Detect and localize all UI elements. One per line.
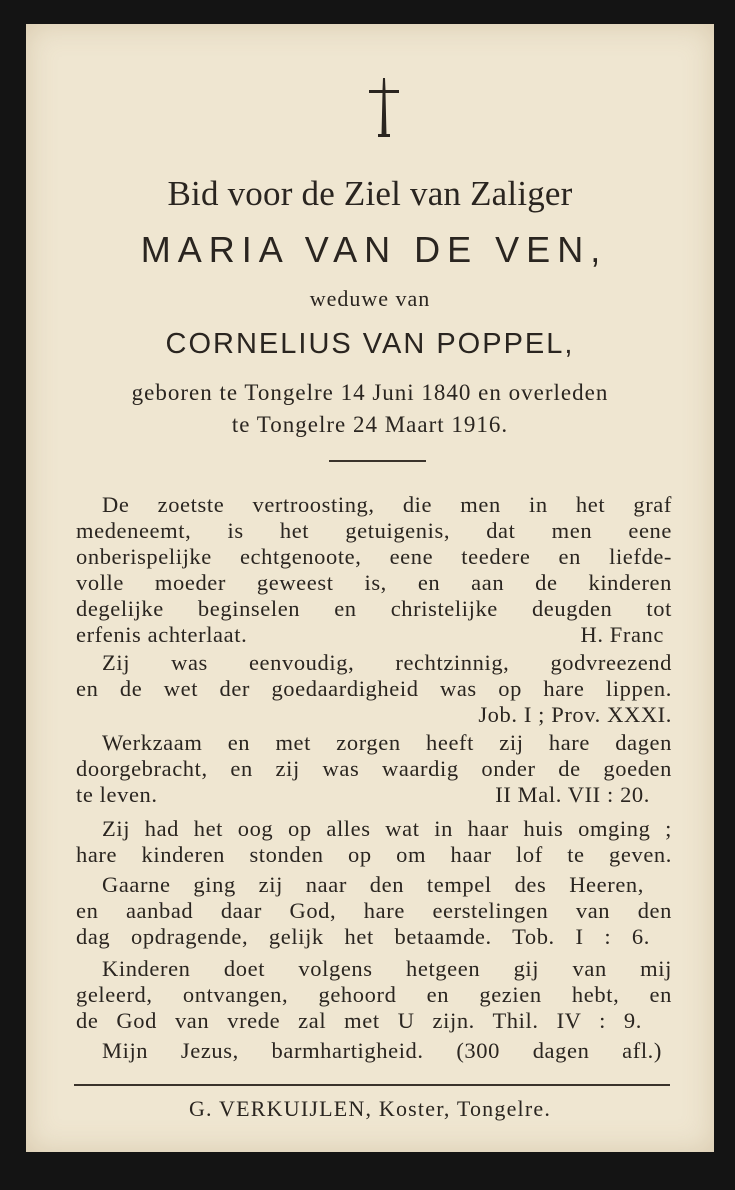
deceased-name: MARIA VAN DE VEN, [140, 229, 608, 270]
paragraph-1 [76, 492, 672, 648]
text-line: volle moeder geweest is, en aan de kinderen [76, 570, 672, 595]
printer-credit: G. VERKUIJLEN, Koster, Tongelre. [188, 1096, 552, 1121]
text-line: erfenis achterlaat. [76, 622, 248, 647]
text-line: Kinderen doet volgens hetgeen gij van mij [102, 956, 672, 981]
paragraph-5 [76, 872, 672, 950]
text-line: Zij had het oog op alles wat in haar huis omging ; [102, 816, 672, 841]
text-line: Werkzaam en met zorgen heeft zij hare dagen [102, 730, 672, 755]
divider-long [74, 1084, 670, 1086]
cross-icon [366, 76, 402, 138]
quote-reference: Job. I ; Prov. XXXI. [478, 702, 672, 727]
text-line: geleerd, ontvangen, gehoord en gezien hebt, en [76, 982, 672, 1007]
text-line: degelijke beginselen en christelijke deugden tot [76, 596, 672, 621]
text-line: dag opdragende, gelijk het betaamde. Tob. I : 6. [76, 924, 650, 949]
text-line: hare kinderen stonden op om haar lof te geven. [76, 842, 672, 867]
widow-of-label: weduwe van [309, 286, 431, 311]
divider-short [329, 460, 426, 462]
death-line: te Tongelre 24 Maart 1916. [231, 412, 509, 437]
text-line: De zoetste vertroosting, die men in het graf [102, 492, 672, 517]
text-line: en aanbad daar God, hare eerstelingen van den [76, 898, 672, 923]
text-line: Gaarne ging zij naar den tempel des Heeren, [102, 872, 644, 897]
paragraph-6 [76, 956, 672, 1034]
text-line: onberispelijke echtgenoote, eene teedere en liefde- [76, 544, 672, 569]
text-line: Zij was eenvoudig, rechtzinnig, godvreezend [102, 650, 672, 675]
quote-reference: II Mal. VII : 20. [495, 782, 650, 807]
text-line: te leven. [76, 782, 158, 807]
paragraph-3 [76, 730, 672, 808]
husband-name: CORNELIUS VAN POPPEL, [165, 328, 575, 360]
prayer-heading: Bid voor de Ziel van Zaliger [167, 174, 573, 213]
paragraph-2 [76, 650, 672, 728]
birth-line: geboren te Tongelre 14 Juni 1840 en overleden [131, 380, 609, 405]
text-line: Mijn Jezus, barmhartigheid. (300 dagen afl.) [102, 1038, 662, 1063]
quote-reference: H. Franc [580, 622, 664, 647]
text-line-with-reference [76, 622, 672, 648]
paragraph-4 [76, 816, 672, 868]
text-line-with-reference [76, 782, 672, 808]
paragraph-7 [76, 1038, 672, 1064]
text-line: de God van vrede zal met U zijn. Thil. IV : 9. [76, 1008, 642, 1033]
memorial-card [26, 24, 714, 1152]
text-line: medeneemt, is het getuigenis, dat men eene [76, 518, 672, 543]
text-line: doorgebracht, en zij was waardig onder de goeden [76, 756, 672, 781]
text-line: en de wet der goedaardigheid was op hare lippen. [76, 676, 672, 701]
